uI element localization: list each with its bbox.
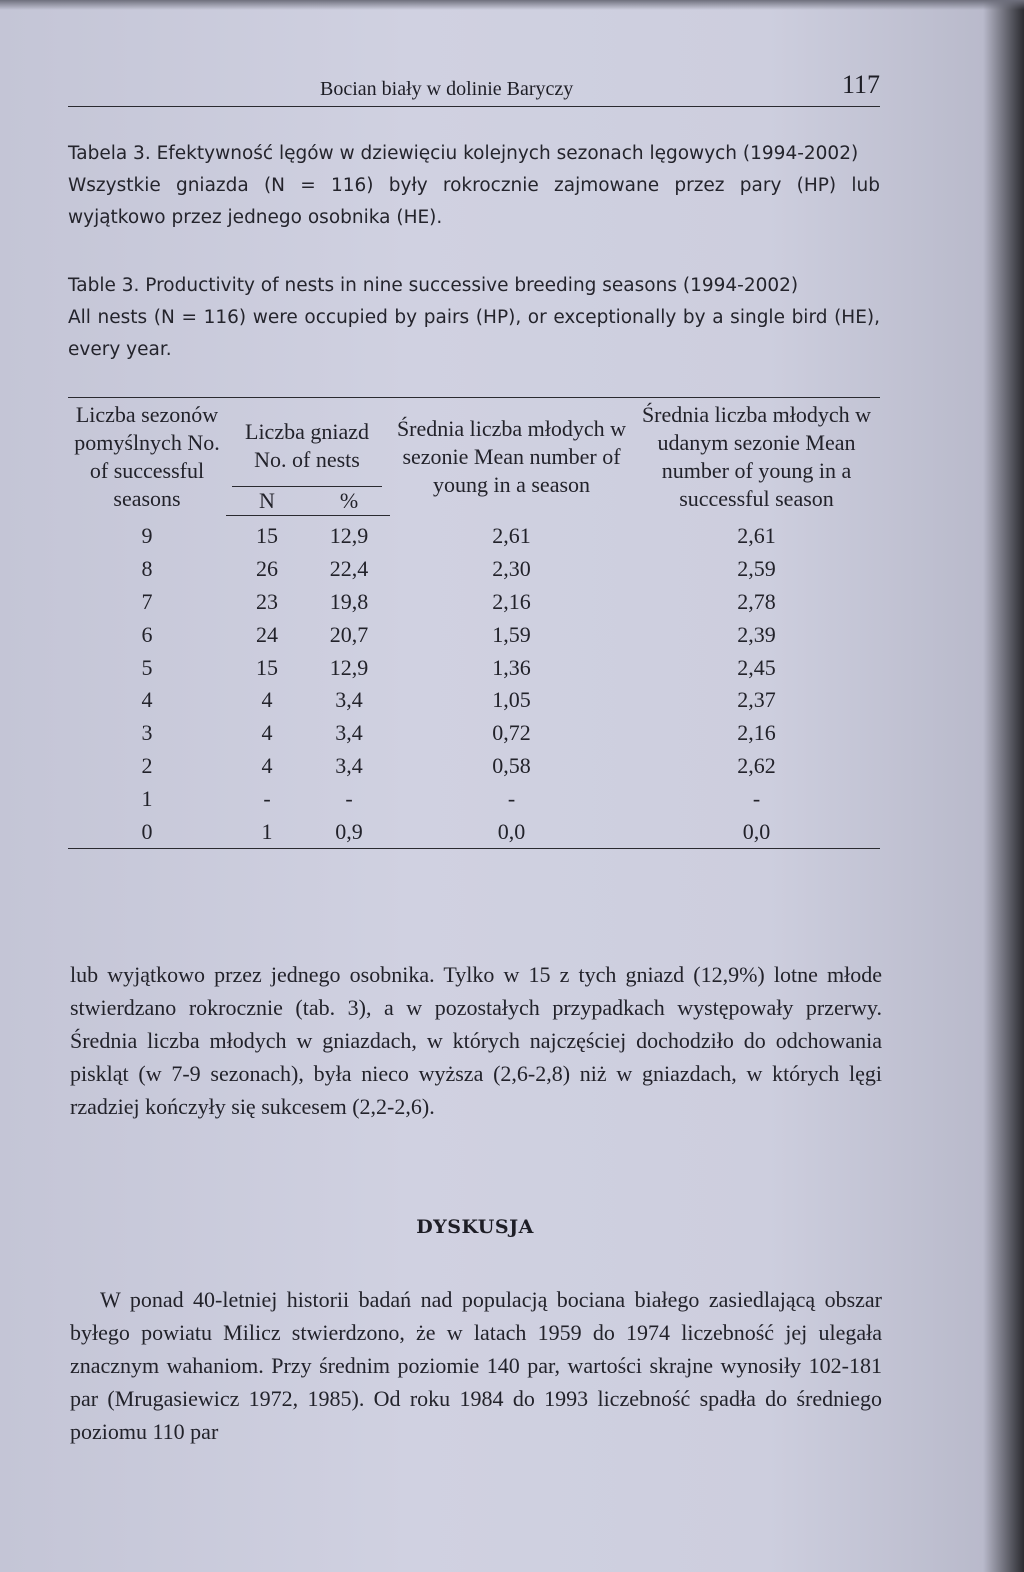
header-mean-young: Średnia liczba młodych w sezonie Mean number of young in a season: [396, 415, 627, 497]
page-number: 117: [841, 70, 880, 99]
cell-n: 15: [256, 523, 278, 549]
header-successful-seasons: Liczba sezonów pomyślnych No. of successful seasons: [74, 401, 220, 511]
cell-percent: 22,4: [329, 556, 369, 582]
cell-percent: 12,9: [329, 654, 369, 680]
cell-seasons: 0: [141, 818, 153, 844]
cell-mean-young-successful: 2,16: [737, 720, 776, 746]
cell-mean-young-successful: 2,62: [737, 752, 776, 778]
cell-percent: 3,4: [335, 687, 363, 713]
table-row: [68, 618, 880, 651]
table-row: [68, 586, 880, 619]
table-row: [68, 782, 880, 815]
table-row: [68, 651, 880, 684]
cell-mean-young: 0,58: [492, 752, 531, 778]
cell-mean-young: 2,16: [492, 588, 531, 614]
cell-seasons: 8: [141, 556, 153, 582]
productivity-table: [68, 397, 880, 849]
header-mean-young-successful: Średnia liczba młodych w udanym sezonie Mean number of young in a successful season: [641, 401, 872, 511]
body-paragraph-2: [70, 1283, 882, 1448]
cell-n: 4: [261, 720, 273, 746]
cell-mean-young: 2,61: [492, 523, 531, 549]
cell-percent: 19,8: [329, 588, 369, 614]
cell-seasons: 5: [141, 654, 153, 680]
cell-seasons: 7: [141, 588, 153, 614]
header-percent: %: [308, 487, 390, 516]
table-row: [68, 815, 880, 848]
table-caption-english: [68, 270, 880, 366]
table-row: [68, 553, 880, 586]
header-number-of-nests-label: Liczba gniazd No. of nests: [232, 418, 382, 487]
cell-mean-young: 2,30: [492, 556, 531, 582]
cell-seasons: 2: [141, 752, 153, 778]
cell-seasons: 3: [141, 720, 153, 746]
running-head: [68, 68, 880, 107]
caption-note-english: All nests (N = 116) were occupied by pairs (HP), or exceptionally by a single bird (HE), every year.: [68, 307, 880, 360]
paragraph-text: lub wyjątkowo przez jednego osobnika. Tylko w 15 z tych gniazd (12,9%) lotne młode stwierdzano rokrocznie (tab. 3), a w pozostałych przypadkach występowały przerwy. Średnia liczba młodych w gniazdach, w których najczęściej dochodziło do odchowania piskląt (w 7-9 sezonach), była nieco wyższa (2,6-2,8) niż w gniazdach, w których lęgi rzadziej kończyły się sukcesem (2,2-2,6).: [70, 962, 882, 1119]
cell-seasons: 6: [141, 621, 153, 647]
paragraph-text: W ponad 40-letniej historii badań nad populacją bociana białego zasiedlającą obszar byłego powiatu Milicz stwierdzono, że w latach 1959 do 1974 liczebność jej ulegała znacznym wahaniom. Przy średnim poziomie 140 par, wartości skrajne wynosiły 102-181 par (Mrugasiewicz 1972, 1985). Od roku 1984 do 1993 liczebność spadła do średniego poziomu 110 par: [70, 1287, 882, 1444]
cell-mean-young-successful: 2,61: [737, 523, 776, 549]
cell-mean-young-successful: 2,39: [737, 621, 776, 647]
table-body: [68, 516, 880, 849]
cell-mean-young-successful: 2,37: [737, 687, 776, 713]
cell-mean-young-successful: 2,59: [737, 556, 776, 582]
cell-seasons: 1: [141, 785, 153, 811]
cell-mean-young-successful: 2,45: [737, 654, 776, 680]
caption-note-polish: Wszystkie gniazda (N = 116) były rokrocznie zajmowane przez pary (HP) lub wyjątkowo przez jednego osobnika (HE).: [68, 175, 880, 228]
caption-title-english: Table 3. Productivity of nests in nine successive breeding seasons (1994-2002): [68, 275, 799, 296]
cell-n: 4: [261, 687, 273, 713]
cell-percent: 20,7: [329, 621, 369, 647]
cell-mean-young: 1,59: [492, 621, 531, 647]
cell-percent: 0,9: [335, 818, 363, 844]
cell-n: 1: [261, 818, 273, 844]
cell-mean-young: -: [507, 785, 516, 811]
cell-percent: 3,4: [335, 720, 363, 746]
cell-n: 23: [256, 588, 278, 614]
cell-percent: 3,4: [335, 752, 363, 778]
table-row: [68, 750, 880, 783]
cell-n: 24: [256, 621, 278, 647]
cell-n: -: [263, 785, 271, 811]
cell-n: 4: [261, 752, 273, 778]
cell-mean-young: 1,05: [492, 687, 531, 713]
cell-mean-young: 0,0: [497, 818, 526, 844]
cell-percent: -: [345, 785, 353, 811]
table-caption-polish: [68, 138, 880, 234]
cell-seasons: 4: [141, 687, 153, 713]
header-n: N: [226, 487, 308, 516]
cell-mean-young: 1,36: [492, 654, 531, 680]
cell-mean-young-successful: 2,78: [737, 588, 776, 614]
caption-title-polish: Tabela 3. Efektywność lęgów w dziewięciu kolejnych sezonach lęgowych (1994-2002): [68, 143, 859, 164]
table-row: [68, 717, 880, 750]
body-paragraph-1: [70, 958, 882, 1123]
section-heading: DYSKUSJA: [416, 1216, 534, 1238]
running-title: Bocian biały w dolinie Baryczy: [320, 78, 574, 100]
cell-n: 26: [256, 556, 278, 582]
cell-mean-young-successful: 0,0: [742, 818, 771, 844]
table-row: [68, 516, 880, 553]
cell-mean-young: 0,72: [492, 720, 531, 746]
cell-mean-young-successful: -: [752, 785, 761, 811]
cell-seasons: 9: [141, 523, 153, 549]
cell-n: 15: [256, 654, 278, 680]
header-number-of-nests: [226, 398, 390, 488]
cell-percent: 12,9: [329, 523, 369, 549]
table-row: [68, 684, 880, 717]
